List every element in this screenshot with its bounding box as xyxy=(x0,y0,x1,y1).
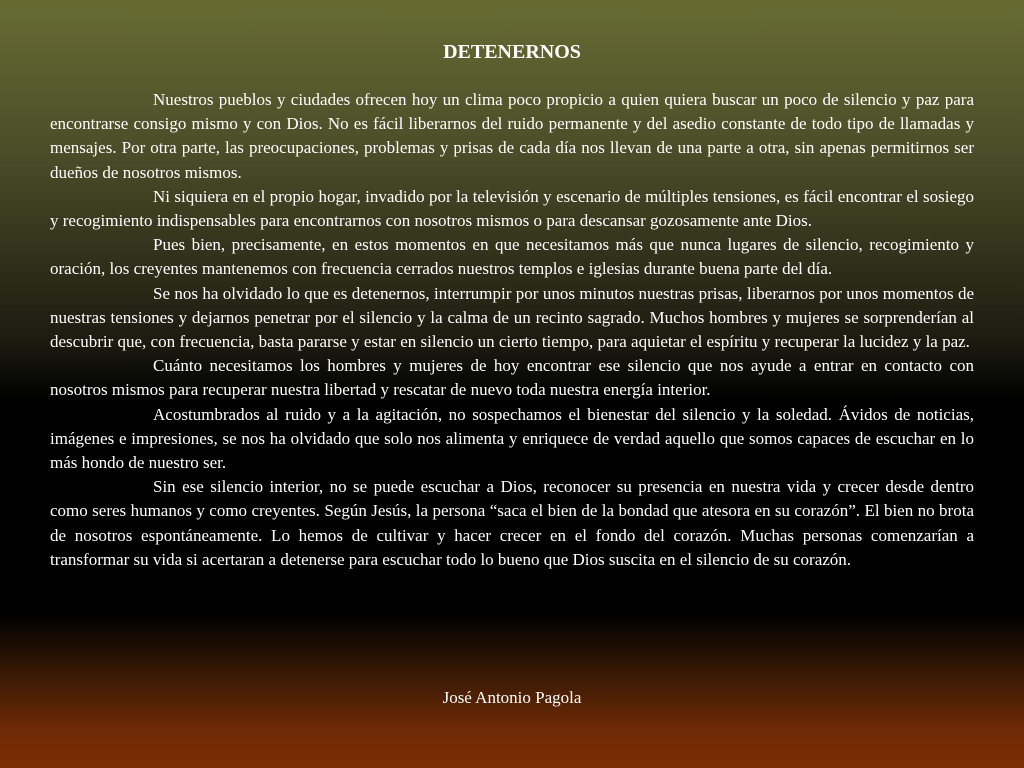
paragraph-6: Acostumbrados al ruido y a la agitación, no sospechamos el bienestar del silencio y la soledad. Ávidos de noticias, imágenes e impresiones, se nos ha olvidado que solo nos alimenta y enriquece de verdad aquello que somos capaces de escuchar en lo más hondo de nuestro ser. xyxy=(50,404,974,473)
paragraph-2: Ni siquiera en el propio hogar, invadido por la televisión y escenario de múltiples tensiones, es fácil encontrar el sosiego y recogimiento indispensables para encontrarnos con nosotros mismos o para descansar gozosamente ante Dios. xyxy=(50,186,974,231)
slide-title: DETENERNOS xyxy=(443,41,581,63)
paragraph-5: Cuánto necesitamos los hombres y mujeres de hoy encontrar ese silencio que nos ayude a entrar en contacto con nosotros mismos para recuperar nuestra libertad y rescatar de nuevo toda nuestra energía interior. xyxy=(50,356,974,400)
paragraph-7: Sin ese silencio interior, no se puede escuchar a Dios, reconocer su presencia en nuestra vida y crecer desde dentro como seres humanos y como creyentes. Según Jesús, la persona “saca el bien de la bondad que atesora en su corazón”. El bien no brota de nosotros espontáneamente. Lo hemos de cultivar y hacer crecer en el fondo del corazón. Muchas personas comenzarían a transformar su vida si acertaran a detenerse para escuchar todo lo bueno que Dios suscita en el silencio de su corazón. xyxy=(50,477,974,569)
body-text xyxy=(50,88,974,572)
paragraph-4: Se nos ha olvidado lo que es detenernos, interrumpir por unos minutos nuestras prisas, liberarnos por unos momentos de nuestras tensiones y dejarnos penetrar por el silencio y la calma de un recinto sagrado. Muchos hombres y mujeres se sorprenderían al descubrir que, con frecuencia, basta pararse y estar en silencio un cierto tiempo, para aquietar el espíritu y recuperar la lucidez y la paz. xyxy=(50,283,974,352)
author-signature: José Antonio Pagola xyxy=(442,688,582,707)
paragraph-1: Nuestros pueblos y ciudades ofrecen hoy un clima poco propicio a quien quiera buscar un poco de silencio y paz para encontrarse consigo mismo y con Dios. No es fácil liberarnos del ruido permanente y del asedio constante de todo tipo de llamadas y mensajes. Por otra parte, las preocupaciones, problemas y prisas de cada día nos llevan de una parte a otra, sin apenas permitirnos ser dueños de nosotros mismos. xyxy=(50,90,974,182)
paragraph-3: Pues bien, precisamente, en estos momentos en que necesitamos más que nunca lugares de silencio, recogimiento y oración, los creyentes mantenemos con frecuencia cerrados nuestros templos e iglesias durante buena parte del día. xyxy=(50,235,974,279)
